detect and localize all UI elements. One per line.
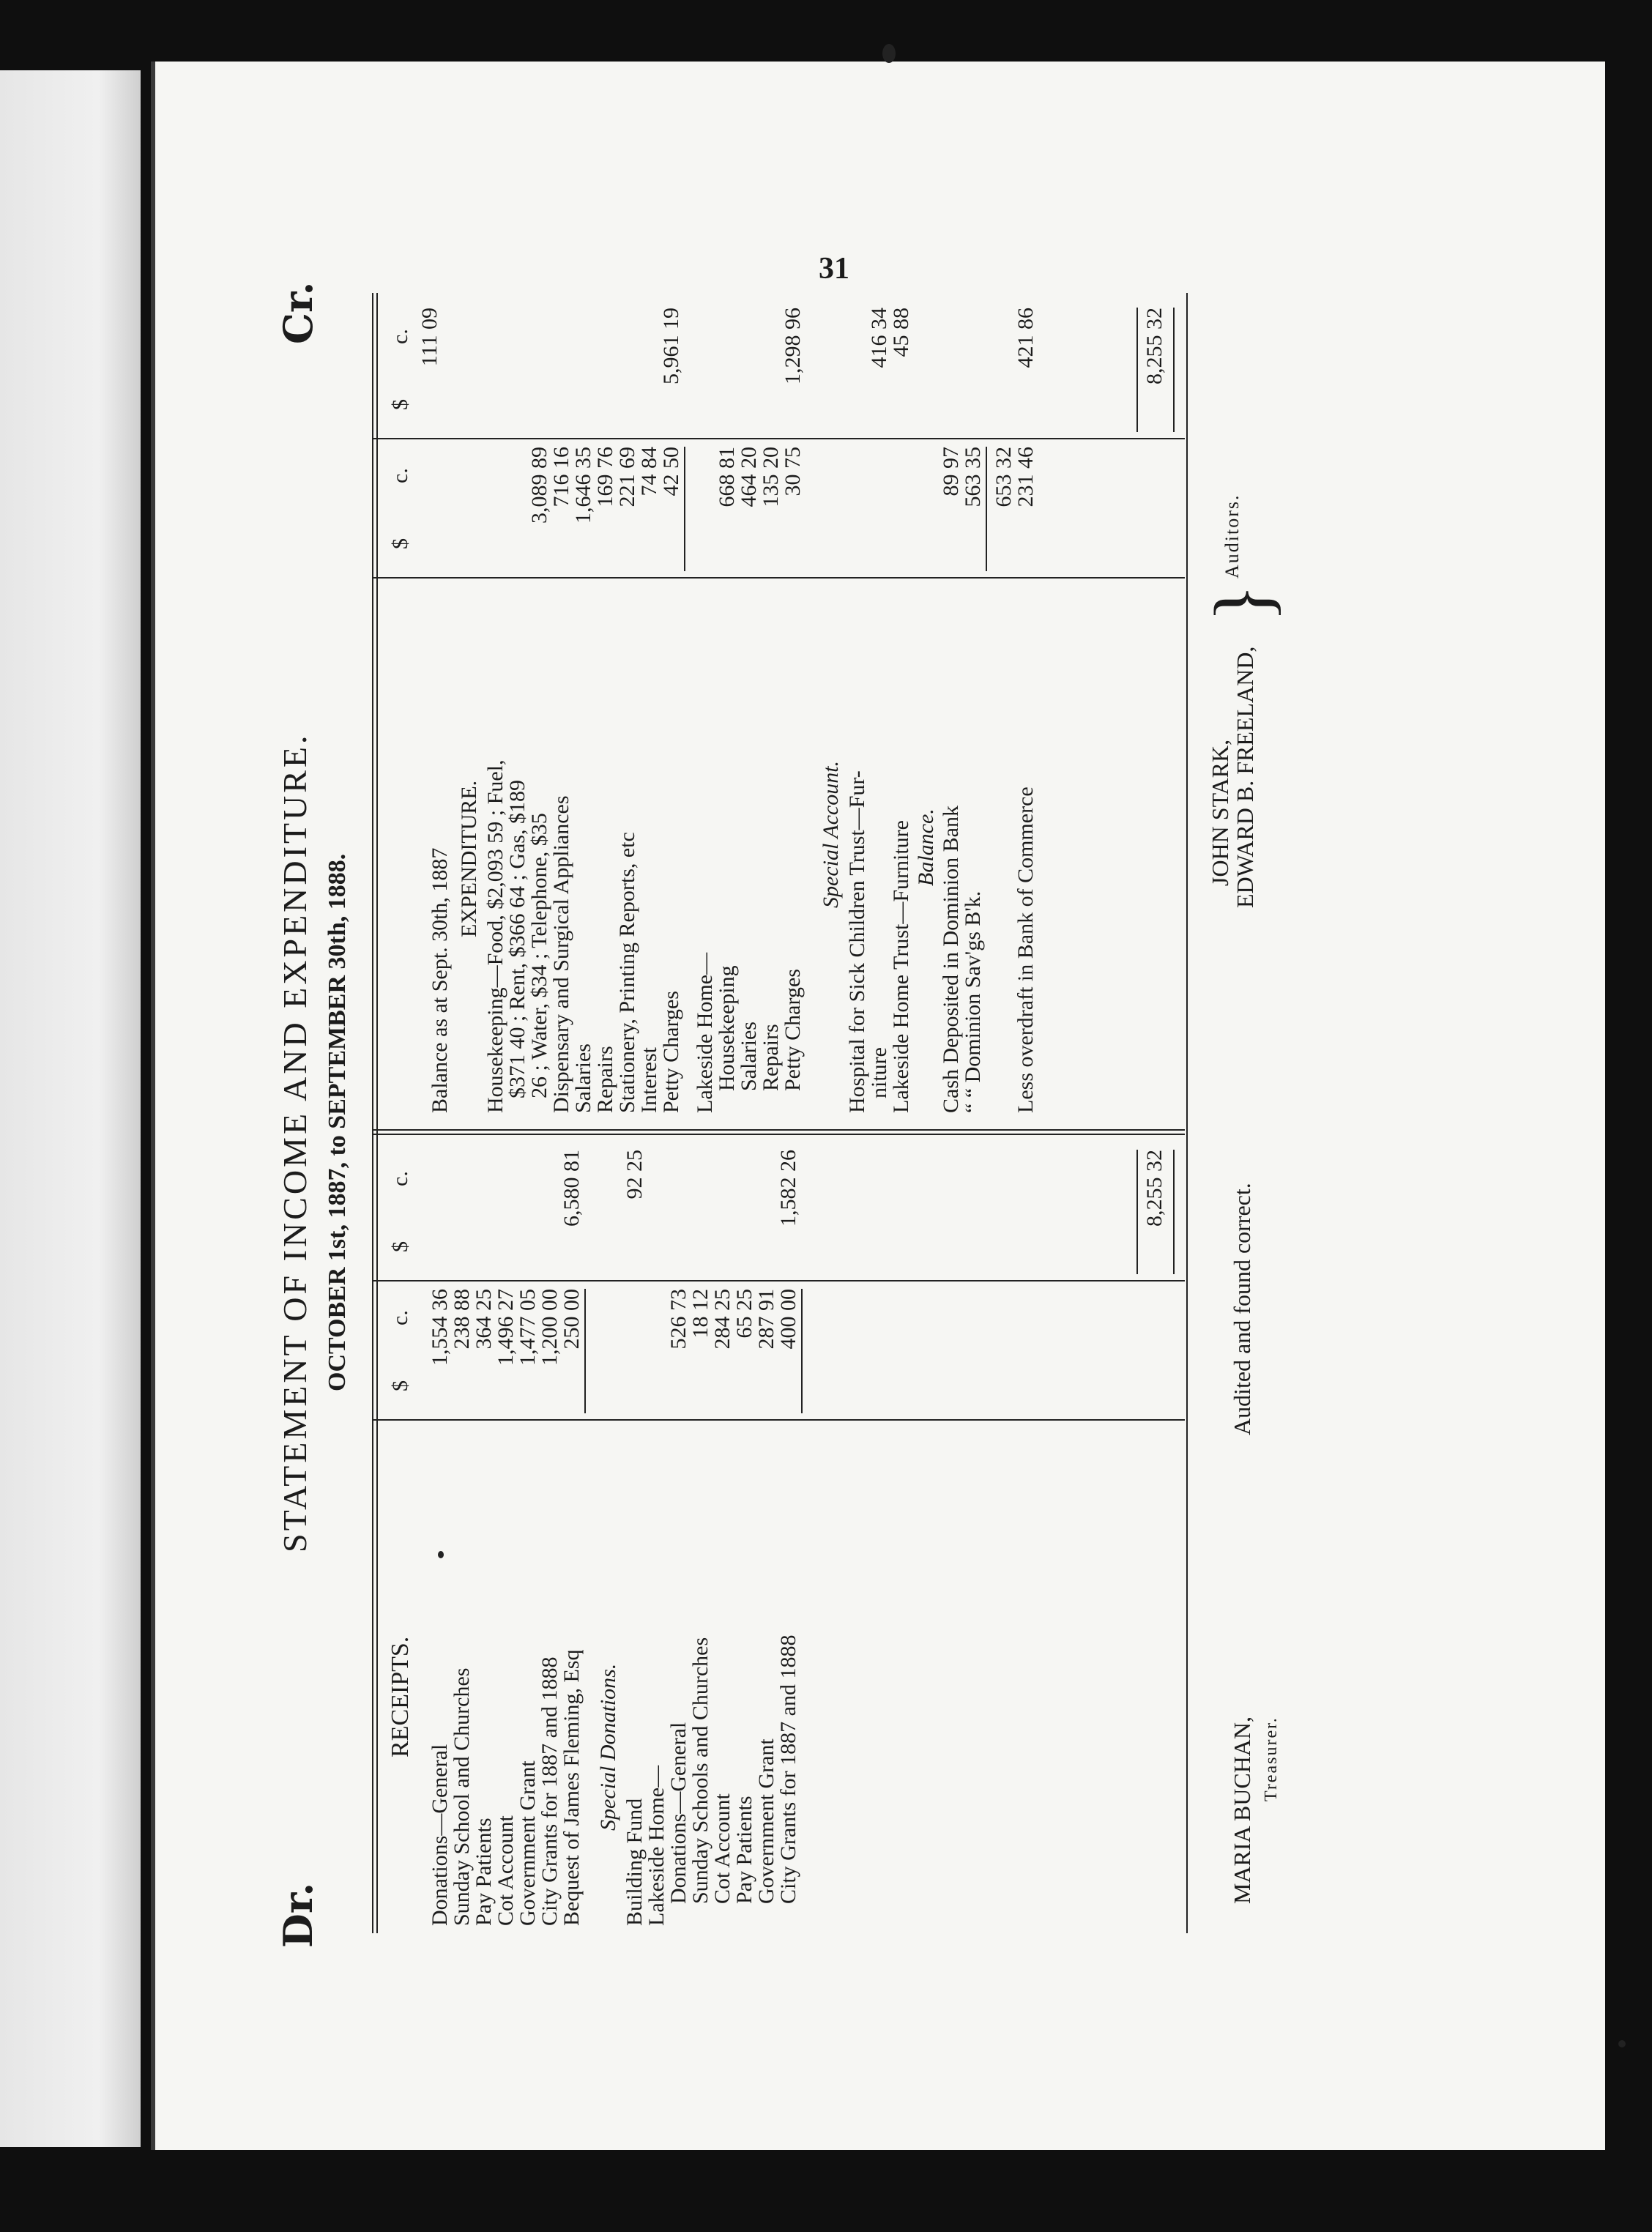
overdraft-amount: 231 46 xyxy=(1013,447,1038,507)
subtotal-rule xyxy=(584,1289,586,1413)
lakeside-receipt-label: City Grants for 1887 and 1888 xyxy=(776,1634,800,1904)
balance-heading: Balance. xyxy=(914,808,938,886)
lakeside-receipt-amount: 284 25 xyxy=(710,1289,734,1350)
housekeeping-line: 26 ; Water, $34 ; Telephone, $35 xyxy=(527,813,551,1098)
receipt-amount: 1,477 05 xyxy=(516,1289,540,1366)
housekeeping-amount: 3,089 89 xyxy=(527,447,551,524)
housekeeping-line: $371 40 ; Rent, $366 64 ; Gas, $189 xyxy=(505,780,529,1098)
lakeside-receipt-label: Sunday Schools and Churches xyxy=(688,1637,712,1904)
hospital-line: Hospital for Sick Children Trust—Fur- xyxy=(845,770,869,1113)
lakeside-trust-label: Lakeside Home Trust—Furniture xyxy=(889,820,913,1113)
total-rule xyxy=(1173,1150,1175,1274)
receipt-amount: 1,200 00 xyxy=(537,1289,562,1366)
dollar-head: $ xyxy=(388,399,412,410)
top-rule xyxy=(376,293,378,1933)
cash-label: Cash Deposited in Dominion Bank xyxy=(939,806,963,1113)
total-rule xyxy=(1136,1150,1138,1274)
receipt-label: Cot Account xyxy=(494,1815,518,1926)
lakeside-receipt-label: Government Grant xyxy=(754,1738,778,1904)
expenditure-amount: 74 84 xyxy=(637,447,661,496)
center-divider xyxy=(372,1134,1185,1135)
receipt-amount: 1,554 36 xyxy=(428,1289,452,1366)
cents-head: c. xyxy=(388,329,412,344)
debit-mark: Dr. xyxy=(275,1882,321,1948)
statement-title: STATEMENT OF INCOME AND EXPENDITURE. xyxy=(276,732,313,1552)
subtotal-rule xyxy=(801,1289,803,1413)
subtotal-rule xyxy=(684,447,685,571)
expenditure-amount: 169 76 xyxy=(593,447,617,507)
lakeside-trust-total: 45 88 xyxy=(889,308,913,357)
receipt-amount: 1,496 27 xyxy=(494,1289,518,1366)
receipts-heading: RECEIPTS. xyxy=(387,1636,414,1757)
top-rule xyxy=(372,293,373,1933)
lakeside-expenditure-label: Repairs xyxy=(759,1024,783,1091)
expenditure-heading: EXPENDITURE. xyxy=(457,780,481,937)
expenditure-subtotal: 5,961 19 xyxy=(659,308,683,384)
auditors-title: Auditors. xyxy=(1221,494,1243,579)
lakeside-receipt-amount: 400 00 xyxy=(776,1289,800,1350)
expenditure-label: Salaries xyxy=(571,1044,595,1113)
statement-rotated xyxy=(275,281,1325,1948)
speck-mark xyxy=(882,44,896,63)
expenditure-amount: 716 16 xyxy=(549,447,573,507)
building-fund-total: 92 25 xyxy=(622,1150,647,1199)
page-number: 31 xyxy=(819,252,849,286)
lakeside-expenditure-heading: Lakeside Home— xyxy=(693,952,717,1113)
expenditure-label: Stationery, Printing Reports, etc xyxy=(615,832,639,1113)
total-rule xyxy=(1136,308,1138,432)
cents-head: c. xyxy=(388,468,412,483)
receipt-label: Bequest of James Fleming, Esq xyxy=(559,1649,584,1926)
expenditure-amount: 42 50 xyxy=(659,447,683,496)
expenditure-grand-total: 8,255 32 xyxy=(1142,308,1167,384)
dollar-head: $ xyxy=(388,1241,412,1252)
cents-head: c. xyxy=(388,1310,412,1325)
hospital-line: niture xyxy=(867,1047,891,1098)
total-rule xyxy=(1173,308,1175,432)
treasurer-name: MARIA BUCHAN, xyxy=(1229,1716,1255,1904)
receipt-label: Sunday School and Churches xyxy=(450,1667,474,1926)
expenditure-amount: 1,646 35 xyxy=(571,447,595,524)
lakeside-expenditure-label: Salaries xyxy=(737,1022,761,1091)
auditor-brace: } xyxy=(1198,584,1287,622)
expenditure-label: Repairs xyxy=(593,1046,617,1113)
dollar-head: $ xyxy=(388,1380,412,1391)
receipt-label: Government Grant xyxy=(516,1760,540,1926)
subtotal-rule xyxy=(986,447,987,571)
cash-label: “ “ Dominion Sav'gs B'k. xyxy=(961,890,985,1113)
center-divider xyxy=(372,1129,1185,1131)
lakeside-receipt-label: Donations—General xyxy=(666,1722,691,1904)
cash-amount: 89 97 xyxy=(939,447,963,496)
left-page-edge xyxy=(0,70,141,2147)
speck-mark xyxy=(1618,2040,1626,2047)
building-fund-label: Building Fund xyxy=(622,1798,647,1926)
credit-mark: Cr. xyxy=(275,281,321,344)
receipt-amount: 250 00 xyxy=(559,1289,584,1350)
overdraft-label: Less overdraft in Bank of Commerce xyxy=(1013,786,1038,1113)
expenditure-label: Petty Charges xyxy=(659,991,683,1113)
lakeside-receipt-amount: 65 25 xyxy=(732,1289,756,1339)
net-balance: 421 86 xyxy=(1013,308,1038,368)
hospital-total: 416 34 xyxy=(867,308,891,368)
lakeside-expenditure-amount: 30 75 xyxy=(781,447,805,496)
receipt-amount: 238 88 xyxy=(450,1289,474,1350)
housekeeping-line: Housekeeping—Food, $2,093 59 ; Fuel, xyxy=(483,759,507,1113)
expenditure-label: Dispensary and Surgical Appliances xyxy=(549,795,573,1113)
dollar-head: $ xyxy=(388,538,412,549)
lakeside-receipt-amount: 18 12 xyxy=(688,1289,712,1339)
receipt-amount: 364 25 xyxy=(472,1289,496,1350)
special-donations-heading: Special Donations. xyxy=(596,1663,620,1831)
receipt-label: Pay Patients xyxy=(472,1818,496,1926)
bottom-rule xyxy=(1186,293,1188,1933)
lakeside-expenditure-label: Housekeeping xyxy=(715,965,739,1091)
receipt-label: Donations—General xyxy=(428,1744,452,1926)
balance-label: Balance as at Sept. 30th, 1887 xyxy=(428,847,452,1113)
lakeside-expenditure-amount: 135 20 xyxy=(759,447,783,507)
lakeside-expenditure-total: 1,298 96 xyxy=(781,308,805,384)
receipts-grand-total: 8,255 32 xyxy=(1142,1150,1167,1227)
lakeside-receipts-total: 1,582 26 xyxy=(776,1150,800,1227)
receipts-subtotal: 6,580 81 xyxy=(559,1150,584,1227)
balance-total: 111 09 xyxy=(417,308,442,367)
expenditure-label: Interest xyxy=(637,1047,661,1113)
receipt-label: City Grants for 1887 and 1888 xyxy=(537,1656,562,1926)
special-account-heading: Special Account. xyxy=(819,760,843,908)
cents-head: c. xyxy=(388,1171,412,1186)
lakeside-expenditure-amount: 464 20 xyxy=(737,447,761,507)
cash-subtotal: 653 32 xyxy=(991,447,1016,507)
lakeside-expenditure-label: Petty Charges xyxy=(781,969,805,1091)
lakeside-receipt-amount: 287 91 xyxy=(754,1289,778,1350)
lakeside-heading: Lakeside Home— xyxy=(644,1765,669,1926)
lakeside-expenditure-amount: 668 81 xyxy=(715,447,739,507)
lakeside-receipt-label: Pay Patients xyxy=(732,1796,756,1904)
treasurer-title: Treasurer. xyxy=(1262,1716,1281,1801)
statement-period: OCTOBER 1st, 1887, to SEPTEMBER 30th, 1888. xyxy=(324,853,351,1391)
cash-amount: 563 35 xyxy=(961,447,985,507)
lakeside-receipt-label: Cot Account xyxy=(710,1793,734,1904)
auditor-name: EDWARD B. FREELAND, xyxy=(1232,646,1258,908)
expenditure-amount: 221 69 xyxy=(615,447,639,507)
expenditure-col-rule xyxy=(372,438,1185,439)
lakeside-receipt-amount: 526 73 xyxy=(666,1289,691,1350)
auditor-name: JOHN STARK, xyxy=(1207,739,1233,886)
audited-note: Audited and found correct. xyxy=(1229,1183,1255,1435)
